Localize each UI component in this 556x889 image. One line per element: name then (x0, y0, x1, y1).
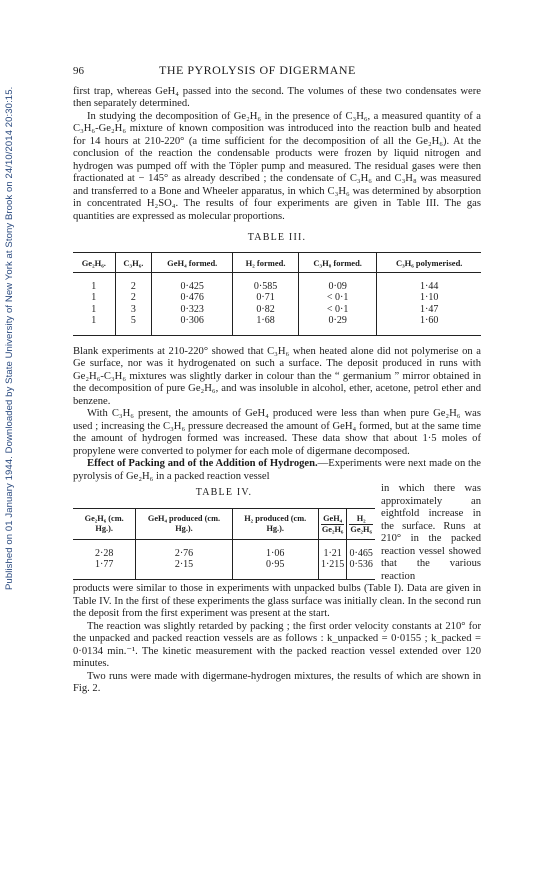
table-4-wrap (73, 483, 481, 621)
table-cell: 1·47 (377, 304, 481, 316)
table-3-caption: TABLE III. (247, 232, 307, 243)
paragraph-5 (73, 458, 481, 483)
running-title: THE PYROLYSIS OF DIGERMANE (159, 63, 356, 77)
table-cell: 2·28 (95, 547, 114, 559)
table-3-header: C₃H₆. (115, 252, 152, 272)
table-4-box (73, 483, 375, 580)
table-cell: 0·09 (298, 272, 376, 292)
table-cell: 0·465 (347, 539, 375, 559)
ratio-header (321, 514, 345, 535)
table-cell: 1·68 (233, 315, 299, 335)
table-cell: 2 (115, 292, 152, 304)
table-cell: 1·06 (232, 539, 318, 559)
paragraph-4: With C₃H₆ present, the amounts of GeH₄ produced were less than when pure Ge₂H₆ was used ; increasing the C₃H₆ pressure decreased the amount of GeH₄ formed, but at the same time the amount of hydrogen formed was increased. These data show that about 1·5 moles of propylene were converted to polymer for each mole of digermane decomposed. (73, 408, 481, 457)
table-cell: 0·323 (152, 304, 233, 316)
paragraph-2: In studying the decomposition of Ge₂H₆ in the presence of C₃H₆, a measured quantity of a C₃H₆-Ge₂H₆ mixture of known composition was introduced into the reaction bulb and heated for 14 hours at 210-220° (a time sufficient for the decomposition of all the Ge₂H₆). At the conclusion of the reaction the condensable products were frozen by liquid nitrogen and hydrogen was pumped off with the Töpler pump and measured. The residual gases were then fractionated at − 145° as already described ; the condensate of C₃H₆ and C₃H₈ was measured and transferred to a Bone and Wheeler apparatus, in which C₃H₆ was determined by absorption in concentrated H₂SO₄. The results of four experiments are given in Table III. The gas quantities are expressed as molecular proportions. (73, 110, 481, 222)
table-cell: 3 (115, 304, 152, 316)
table-cell: 1·44 (377, 272, 481, 292)
table-cell: 1·77 (95, 559, 114, 570)
table-cell: 0·29 (298, 315, 376, 335)
table-cell: 1 (91, 315, 97, 326)
paragraph-5-side: in which there was approximately an eightfold increase in the surface. Runs at 210° in the packed reaction vessel showed that the various reaction (381, 483, 481, 582)
table-cell: 0·476 (152, 292, 233, 304)
table-4-header: GeH₄ produced (cm. Hg.). (136, 508, 232, 539)
table-3 (73, 252, 481, 336)
table-row (73, 272, 481, 292)
table-cell: 1·21 (318, 539, 347, 559)
page-number: 96 (73, 65, 84, 77)
table-cell: 1·10 (377, 292, 481, 304)
table-4 (73, 508, 375, 580)
table-cell: 0·306 (152, 315, 233, 335)
publication-stamp: Published on 01 January 1944. Downloaded by State University of New York at Stony Brook on 24/10/2014 20:30:15. (4, 86, 15, 590)
table-cell: 2 (115, 272, 152, 292)
table-row (73, 315, 481, 335)
table-row (73, 292, 481, 304)
table-cell: 1 (91, 280, 97, 292)
ratio-numerator: GeH₄ (321, 514, 345, 525)
ratio-denominator: Ge₂H₆ (321, 524, 344, 534)
table-3-header: C₃H₆ polymerised. (377, 252, 481, 272)
table-3-header: GeH₄ formed. (152, 252, 233, 272)
table-cell: 0·95 (232, 559, 318, 579)
paragraph-5-body: —Experiments were next made on the pyrolysis of Ge₂H₆ in a packed reaction vessel (73, 458, 481, 482)
table-4-header (318, 508, 347, 539)
table-cell: 0·585 (233, 272, 299, 292)
table-row (73, 539, 375, 559)
paragraph-6: The reaction was slightly retarded by packing ; the first order velocity constants at 210° for the unpacked and packed reaction vessels are as follows : k_unpacked = 0·0155 ; k_packed = 0·0134 min.⁻¹. The kinetic measurement with the packed reaction vessel extended over 120 minutes. (73, 620, 481, 669)
table-cell: < 0·1 (298, 292, 376, 304)
paragraph-7: Two runs were made with digermane-hydrogen mixtures, the results of which are shown in Fig. 2. (73, 670, 481, 694)
table-4-header: H₂ produced (cm. Hg.). (232, 508, 318, 539)
ratio-numerator: H₂ (349, 514, 373, 525)
table-row (73, 559, 375, 579)
table-row (73, 304, 481, 316)
page (73, 64, 481, 696)
table-cell: 1·215 (318, 559, 347, 579)
ratio-denominator: Ge₂H₆ (350, 524, 372, 534)
table-cell: 0·536 (347, 559, 375, 579)
table-cell: 0·425 (152, 272, 233, 292)
page-header (73, 64, 481, 78)
table-cell: 1·60 (377, 315, 481, 335)
paragraph-1: first trap, whereas GeH₄ passed into the second. The volumes of these two condensates were then separately determined. (73, 85, 481, 109)
table-cell: 1 (91, 303, 97, 315)
paragraph-5-continued: products were similar to those in experiments with unpacked bulbs (Table I). Data are given in Table IV. In the first of these experiments the glass surface was initially clean. In the second run the deposit from the first experiment was present at the start. (73, 583, 481, 619)
ratio-header (349, 514, 373, 535)
table-cell: 5 (115, 315, 152, 335)
table-4-caption: TABLE IV. (195, 487, 253, 498)
table-cell: 2·15 (136, 559, 232, 579)
table-3-header: Ge₂H₆. (73, 252, 115, 272)
table-cell: 2·76 (136, 539, 232, 559)
table-cell: 0·82 (233, 304, 299, 316)
table-4-header (347, 508, 375, 539)
paragraph-3: Blank experiments at 210-220° showed that C₃H₆ when heated alone did not polymerise on a Ge surface, nor was it hydrogenated on such a surface. The deposit produced in runs with Ge₂H₆-C₃H₆ mixtures was slightly darker in colour than the “ germanium ” mirror obtained in the decomposition of pure Ge₂H₆, and was insoluble in alcohol, ether, acetone, petrol ether and benzene. (73, 345, 481, 407)
table-cell: 0·71 (233, 292, 299, 304)
table-3-header: H₂ formed. (233, 252, 299, 272)
table-3-header: C₃H₈ formed. (298, 252, 376, 272)
table-4-header: Ge₂H₆ (cm. Hg.). (73, 508, 136, 539)
section-heading: Effect of Packing and of the Addition of Hydrogen. (87, 458, 318, 469)
table-cell: < 0·1 (298, 304, 376, 316)
table-cell: 1 (91, 292, 97, 303)
